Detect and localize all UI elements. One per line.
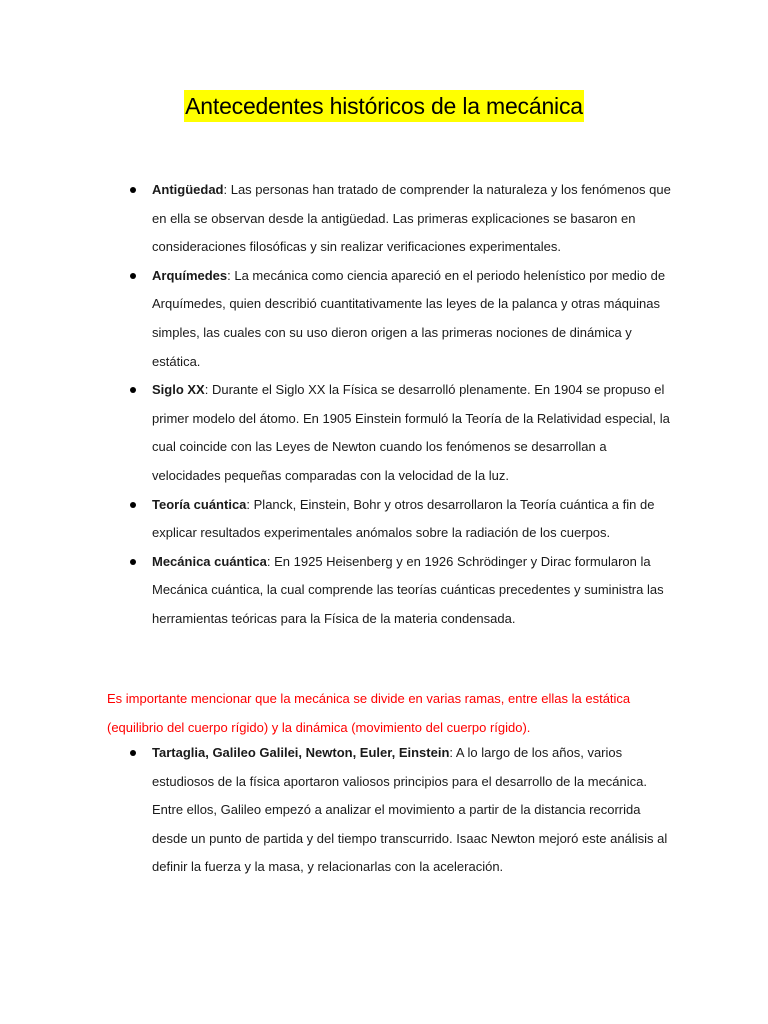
list-item-text: : Durante el Siglo XX la Física se desarrolló plenamente. En 1904 se propuso el primer modelo del átomo. En 1905 Einstein formuló la Teoría de la Relatividad especial, la cual coincide con las Leyes de Newton cuando los fenómenos se desarrollan a velocidades pequeñas comparadas con la velocidad de la luz. <box>152 382 670 483</box>
list-item-text: : La mecánica como ciencia apareció en el periodo helenístico por medio de Arquímedes, quien describió cuantitativamente las leyes de la palanca y otras máquinas simples, las cuales con su uso dieron origen a las primeras nociones de dinámica y estática. <box>152 267 666 369</box>
list-item <box>152 739 672 882</box>
bullet-icon <box>130 559 136 565</box>
list-item-term: Antigüedad <box>152 182 224 197</box>
highlighted-note: Es importante mencionar que la mecánica se divide en varias ramas, entre ellas la estática (equilibrio del cuerpo rígido) y la dinámica (movimiento del cuerpo rígido). <box>107 691 631 735</box>
bullet-icon <box>130 273 136 279</box>
list-item-text: : A lo largo de los años, varios estudiosos de la física aportaron valiosos principios para el desarrollo de la mecánica. Entre ellos, Galileo empezó a analizar el movimiento a partir de la distancia recorrida desde un punto de partida y del tiempo transcurrido. Isaac Newton mejoró este análisis al definir la fuerza y la masa, y relacionarlas con la aceleración. <box>152 745 668 875</box>
bullet-icon <box>130 187 136 193</box>
list-item-term: Teoría cuántica <box>152 496 247 512</box>
bullet-icon <box>130 387 136 393</box>
title-container <box>0 90 768 122</box>
list-item <box>152 176 672 262</box>
list-item-term: Siglo XX <box>152 382 205 398</box>
list-item <box>152 262 672 376</box>
list-item-term: Tartaglia, Galileo Galilei, Newton, Euler, Einstein <box>152 745 450 760</box>
list-item <box>152 491 672 548</box>
bullet-icon <box>130 750 136 756</box>
list-item-term: Arquímedes <box>152 267 228 283</box>
document-title: Antecedentes históricos de la mecánica <box>184 90 584 122</box>
list-item-term: Mecánica cuántica <box>152 553 267 569</box>
list-item <box>152 548 672 634</box>
list-item-text: : En 1925 Heisenberg y en 1926 Schrödinger y Dirac formularon la Mecánica cuántica, la cual comprende las teorías cuánticas precedentes y suministra las herramientas teóricas para la Física de la materia condensada. <box>152 553 664 626</box>
list-item-text: : Las personas han tratado de comprender la naturaleza y los fenómenos que en ella se observan desde la antigüedad. Las primeras explicaciones se basaron en consideraciones filosóficas y sin realizar verificaciones experimentales. <box>152 182 671 255</box>
list-item <box>152 376 672 490</box>
list-item-text: : Planck, Einstein, Bohr y otros desarrollaron la Teoría cuántica a fin de explicar resultados experimentales anómalos sobre la radiación de los cuerpos. <box>152 496 655 541</box>
bullet-list-secondary <box>152 739 672 882</box>
bullet-list-main <box>152 176 672 634</box>
bullet-icon <box>130 502 136 508</box>
